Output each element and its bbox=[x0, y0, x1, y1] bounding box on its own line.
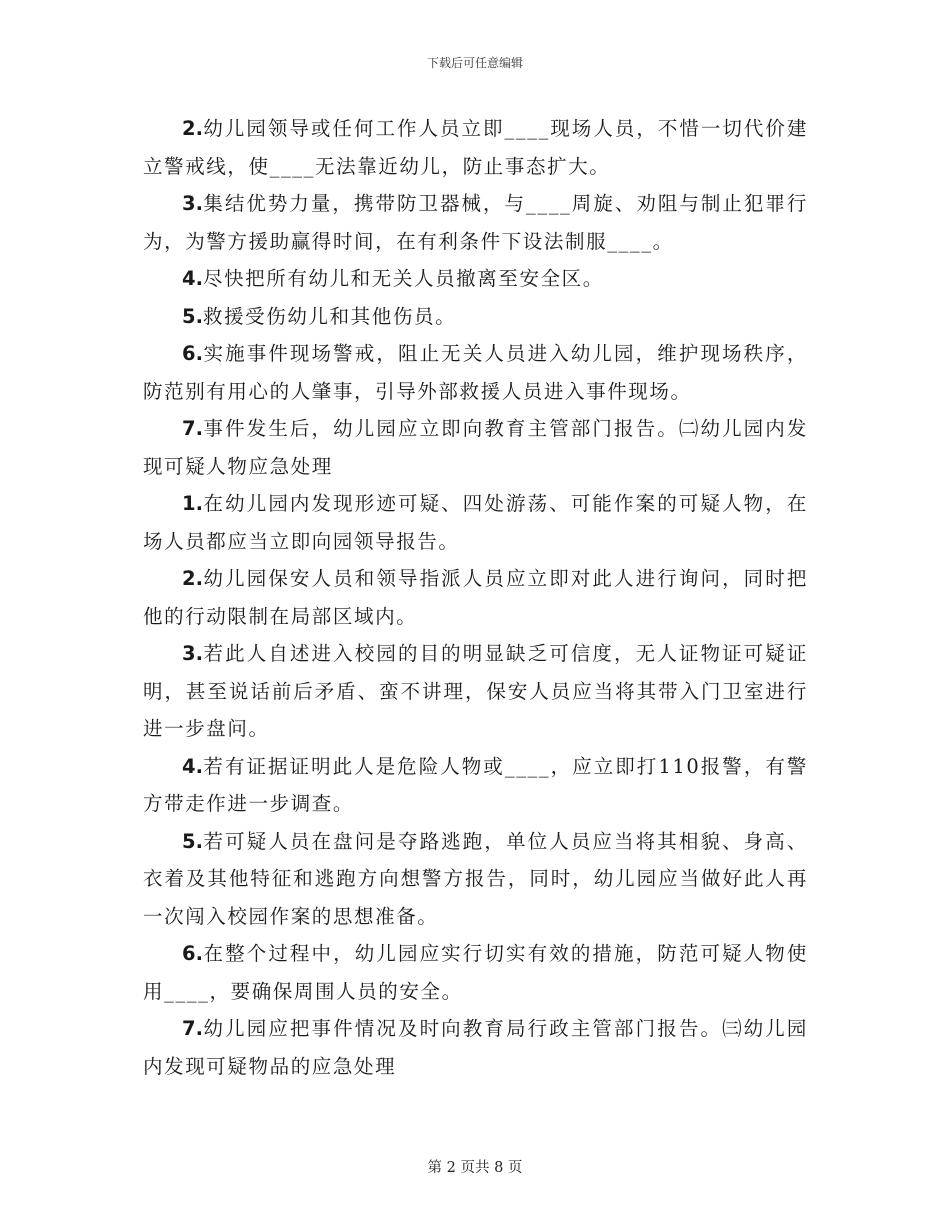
paragraph-text: 在幼儿园内发现形迹可疑、四处游荡、可能作案的可疑人物，在场人员都应当立即向园领导报告。 bbox=[143, 492, 808, 553]
paragraph bbox=[143, 110, 808, 185]
page-header: 下载后可任意编辑 bbox=[426, 56, 523, 70]
paragraph-text: 事件发生后，幼儿园应立即向教育主管部门报告。㈡幼儿园内发现可疑人物应急处理 bbox=[143, 417, 808, 478]
paragraph-text: 若有证据证明此人是危险人物或____，应立即打110报警，有警方带走作进一步调查。 bbox=[143, 754, 808, 815]
paragraph bbox=[143, 748, 808, 823]
paragraph-text: 救援受伤幼儿和其他伤员。 bbox=[202, 304, 457, 328]
paragraph-text: 幼儿园应把事件情况及时向教育局行政主管部门报告。㈢幼儿园内发现可疑物品的应急处理 bbox=[143, 1017, 808, 1078]
paragraph-text: 在整个过程中，幼儿园应实行切实有效的措施，防范可疑人物使用____，要确保周围人员的安全。 bbox=[143, 942, 808, 1003]
item-number: 4. bbox=[182, 754, 203, 778]
paragraph bbox=[143, 185, 808, 260]
paragraph bbox=[143, 298, 808, 336]
paragraph-text: 尽快把所有幼儿和无关人员撤离至安全区。 bbox=[202, 267, 604, 290]
paragraph bbox=[143, 485, 808, 560]
item-number: 7. bbox=[182, 1017, 203, 1040]
item-number: 3. bbox=[182, 192, 203, 215]
document-body bbox=[143, 110, 808, 1085]
paragraph bbox=[143, 260, 808, 298]
paragraph bbox=[143, 335, 808, 410]
paragraph bbox=[143, 410, 808, 485]
item-number: 3. bbox=[182, 642, 203, 665]
item-number: 1. bbox=[182, 492, 203, 515]
paragraph bbox=[143, 935, 808, 1010]
item-number: 7. bbox=[182, 417, 203, 440]
paragraph bbox=[143, 560, 808, 635]
paragraph bbox=[143, 823, 808, 936]
paragraph-text: 幼儿园保安人员和领导指派人员应立即对此人进行询问，同时把他的行动限制在局部区域内。 bbox=[143, 567, 808, 628]
item-number: 6. bbox=[182, 342, 203, 365]
item-number: 5. bbox=[182, 829, 203, 853]
page-footer: 第 2 页共 8 页 bbox=[427, 1160, 523, 1176]
paragraph-text: 集结优势力量，携带防卫器械，与____周旋、劝阻与制止犯罪行为，为警方援助赢得时间，在有利条件下设法制服____。 bbox=[143, 192, 808, 253]
paragraph bbox=[143, 1010, 808, 1085]
item-number: 4. bbox=[182, 267, 203, 290]
paragraph-text: 若此人自述进入校园的目的明显缺乏可信度，无人证物证可疑证明，甚至说话前后矛盾、蛮不讲理，保安人员应当将其带入门卫室进行进一步盘问。 bbox=[143, 642, 808, 740]
item-number: 6. bbox=[182, 942, 203, 965]
item-number: 2. bbox=[182, 117, 203, 140]
paragraph-text: 若可疑人员在盘问是夺路逃跑，单位人员应当将其相貌、身高、衣着及其他特征和逃跑方向想警方报告，同时，幼儿园应当做好此人再一次闯入校园作案的思想准备。 bbox=[143, 829, 808, 928]
paragraph bbox=[143, 635, 808, 748]
item-number: 5. bbox=[182, 304, 203, 328]
item-number: 2. bbox=[182, 567, 203, 590]
paragraph-text: 幼儿园领导或任何工作人员立即____现场人员，不惜一切代价建立警戒线，使____无法靠近幼儿，防止事态扩大。 bbox=[143, 117, 808, 178]
paragraph-text: 实施事件现场警戒，阻止无关人员进入幼儿园，维护现场秩序，防范别有用心的人肇事，引导外部救援人员进入事件现场。 bbox=[143, 342, 808, 403]
